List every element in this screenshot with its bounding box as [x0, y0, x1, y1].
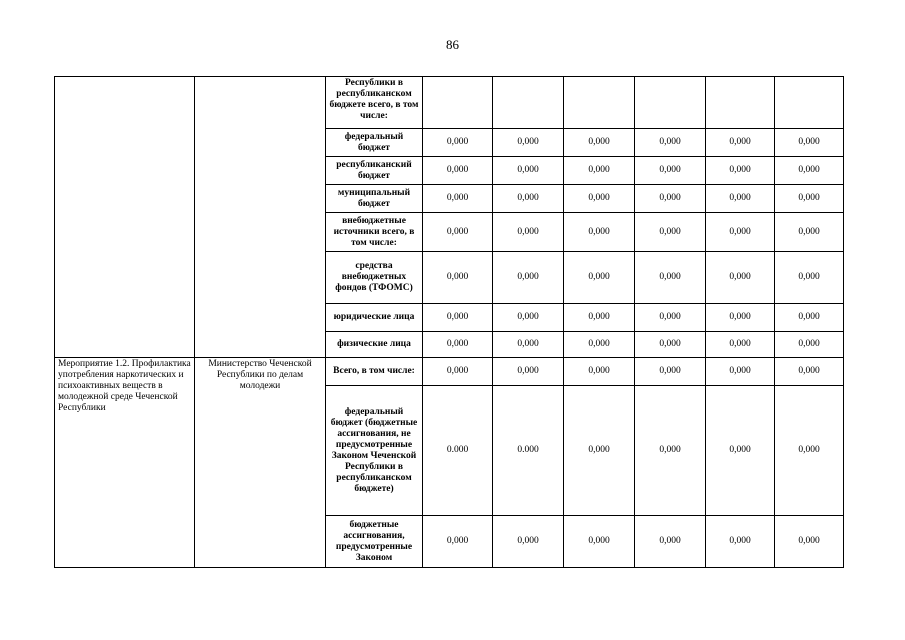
value-cell: 0,000	[635, 129, 706, 157]
value-cell	[493, 77, 564, 129]
executor-cell-empty	[195, 77, 326, 358]
table-row	[55, 77, 844, 129]
value-cell: 0,000	[635, 332, 706, 358]
value-cell: 0,000	[423, 516, 493, 568]
value-cell: 0,000	[564, 252, 635, 304]
value-cell: 0,000	[635, 213, 706, 252]
value-cell: 0,000	[706, 129, 775, 157]
funding-source-cell: физические лица	[326, 332, 423, 358]
value-cell: 0,000	[775, 304, 844, 332]
value-cell: 0,000	[493, 516, 564, 568]
value-cell: 0,000	[706, 332, 775, 358]
funding-source-cell: федеральный бюджет	[326, 129, 423, 157]
value-cell: 0,000	[493, 358, 564, 386]
value-cell: 0,000	[775, 516, 844, 568]
value-cell: 0,000	[635, 516, 706, 568]
value-cell	[635, 77, 706, 129]
measure-name-cell: Мероприятие 1.2. Профилактика употребления наркотических и психоактивных веществ в молодежной среде Чеченской Республики	[55, 358, 195, 568]
funding-source-cell: Всего, в том числе:	[326, 358, 423, 386]
value-cell: 0,000	[706, 252, 775, 304]
budget-table	[54, 76, 844, 568]
value-cell: 0,000	[775, 129, 844, 157]
value-cell	[423, 77, 493, 129]
value-cell: 0,000	[564, 185, 635, 213]
value-cell: 0,000	[564, 157, 635, 185]
value-cell: 0,000	[706, 358, 775, 386]
funding-source-cell: внебюджетные источники всего, в том числе:	[326, 213, 423, 252]
value-cell: 0,000	[423, 304, 493, 332]
value-cell: 0,000	[564, 358, 635, 386]
value-cell: 0,000	[775, 332, 844, 358]
table-row	[55, 358, 844, 386]
funding-source-cell: муниципальный бюджет	[326, 185, 423, 213]
value-cell: 0,000	[493, 252, 564, 304]
value-cell: 0,000	[493, 332, 564, 358]
value-cell: 0,000	[635, 386, 706, 516]
value-cell: 0,000	[564, 332, 635, 358]
value-cell: 0,000	[493, 129, 564, 157]
value-cell: 0,000	[493, 185, 564, 213]
funding-source-cell: бюджетные ассигнования, предусмотренные Законом	[326, 516, 423, 568]
value-cell: 0,000	[635, 185, 706, 213]
funding-source-cell: федеральный бюджет (бюджетные ассигнования, не предусмотренные Законом Чеченской Республики в республиканском бюджете)	[326, 386, 423, 516]
value-cell: 0,000	[423, 252, 493, 304]
value-cell: 0.000	[423, 386, 493, 516]
value-cell: 0,000	[423, 332, 493, 358]
executor-cell: Министерство Чеченской Республики по делам молодежи	[195, 358, 326, 568]
value-cell: 0,000	[493, 157, 564, 185]
value-cell: 0,000	[635, 252, 706, 304]
value-cell	[564, 77, 635, 129]
value-cell: 0,000	[775, 213, 844, 252]
value-cell: 0.000	[493, 386, 564, 516]
value-cell: 0,000	[706, 386, 775, 516]
value-cell: 0,000	[635, 358, 706, 386]
value-cell: 0,000	[564, 516, 635, 568]
value-cell: 0,000	[775, 185, 844, 213]
value-cell: 0,000	[493, 304, 564, 332]
value-cell: 0,000	[564, 129, 635, 157]
value-cell: 0,000	[706, 157, 775, 185]
value-cell	[706, 77, 775, 129]
value-cell: 0,000	[564, 213, 635, 252]
value-cell: 0,000	[423, 157, 493, 185]
value-cell: 0,000	[564, 304, 635, 332]
value-cell: 0,000	[564, 386, 635, 516]
value-cell: 0,000	[706, 185, 775, 213]
funding-source-cell: республиканский бюджет	[326, 157, 423, 185]
value-cell: 0,000	[423, 129, 493, 157]
value-cell: 0,000	[775, 386, 844, 516]
funding-source-cell: Республики в республиканском бюджете всего, в том числе:	[326, 77, 423, 129]
value-cell	[775, 77, 844, 129]
value-cell: 0,000	[775, 358, 844, 386]
measure-cell-empty	[55, 77, 195, 358]
value-cell: 0,000	[706, 516, 775, 568]
value-cell: 0,000	[423, 213, 493, 252]
page-number: 86	[446, 37, 459, 52]
funding-source-cell: юридические лица	[326, 304, 423, 332]
funding-source-cell: средства внебюджетных фондов (ТФОМС)	[326, 252, 423, 304]
value-cell: 0,000	[635, 157, 706, 185]
value-cell: 0,000	[635, 304, 706, 332]
value-cell: 0,000	[493, 213, 564, 252]
value-cell: 0,000	[706, 213, 775, 252]
value-cell: 0,000	[775, 252, 844, 304]
value-cell: 0,000	[423, 185, 493, 213]
value-cell: 0,000	[706, 304, 775, 332]
value-cell: 0,000	[775, 157, 844, 185]
value-cell: 0,000	[423, 358, 493, 386]
